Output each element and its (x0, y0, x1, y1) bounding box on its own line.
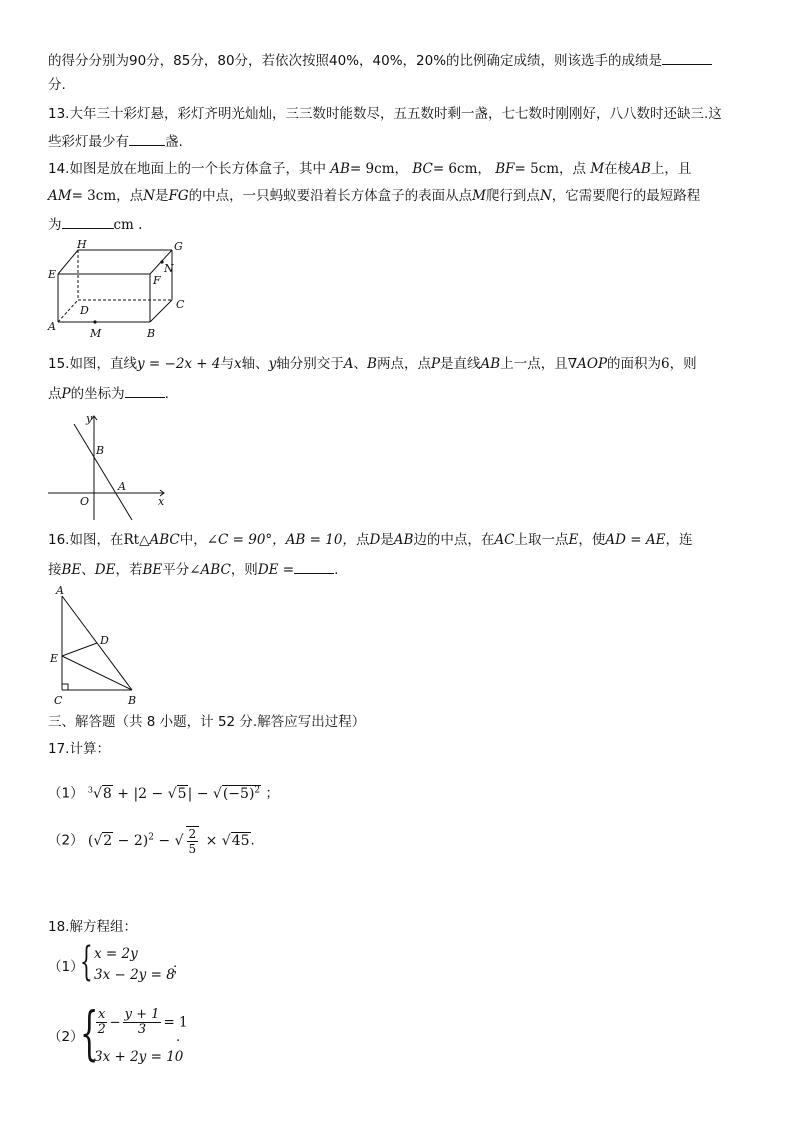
q18-part1-label: （1） (48, 959, 84, 975)
math-bc-value: = 6cm， (432, 161, 491, 177)
q16-line1 (48, 531, 692, 549)
q12-line (48, 50, 712, 70)
q18-title: 18.解方程组： (48, 919, 137, 935)
answer-blank (62, 214, 114, 229)
q14-text: ，它需要爬行的最短路程 (551, 188, 701, 204)
math-ab: AB (393, 532, 414, 548)
q16-text: 是 (380, 532, 394, 548)
label-f: F (153, 274, 161, 287)
q13-text-end: 盏. (165, 134, 183, 150)
section-heading: 三、解答题（共 8 小题，计 52 分.解答应写出过程） (48, 714, 366, 730)
q15-line2 (48, 383, 169, 403)
q18-p2-end: . (176, 1029, 181, 1045)
q16-text: 接 (48, 562, 62, 578)
math-am-value: = 3cm，点 (71, 188, 144, 204)
q15-text: 15.如图，直线 (48, 356, 137, 372)
math-bf-value: = 5cm，点 (514, 161, 587, 177)
numerator: x (98, 1007, 106, 1022)
denominator: 2 (97, 1022, 106, 1037)
q18-p2-eq2: 3x + 2y = 10 (94, 1049, 184, 1065)
q15-text: 点 (48, 386, 62, 402)
q16-text: 平分 (162, 562, 190, 578)
q17-expression-2: $(√2 - 2)^2$ − √ $\frac{2}{5}$ × √45 (87, 826, 250, 856)
math-d: D (369, 532, 381, 548)
rhs: = 1 (163, 1014, 188, 1031)
denominator: 3 (137, 1022, 147, 1037)
math-abc: ABC (149, 532, 180, 548)
q16-triangle-figure (48, 584, 144, 708)
math-p: P (61, 386, 71, 402)
brace-icon: { (80, 939, 93, 985)
q17-expression-1: $^3√8 + |2 - √5| - √(-5)^2$ (87, 785, 261, 802)
part-label: （1） (48, 785, 84, 802)
q13-text: 些彩灯最少有 (48, 134, 129, 150)
label-d: D (80, 304, 89, 317)
math-ab: AB (480, 356, 501, 372)
math-bf: BF (495, 161, 515, 177)
math-ab-value: AB = 10， (285, 532, 356, 548)
answer-blank (129, 131, 165, 146)
math-ac: AC (494, 532, 515, 548)
q16-text: . (334, 562, 339, 578)
label-b: B (96, 444, 105, 457)
q14-line2 (48, 187, 700, 205)
math-b: B (367, 356, 377, 372)
q18-p1-end: ； (172, 961, 186, 977)
q16-text: ，则 (230, 562, 258, 578)
math-ab-value: = 9cm， (349, 161, 409, 177)
math-be: BE (142, 562, 163, 578)
q15-text: 上一点，且 (500, 356, 568, 372)
q14-line3 (48, 214, 142, 234)
fraction-x-over-2 (96, 1008, 107, 1037)
q15-line1 (48, 355, 697, 373)
label-a: A (118, 480, 126, 493)
math-rt: Rt△ (123, 532, 150, 548)
q14-text: 是 (154, 188, 169, 204)
label-n: N (164, 262, 174, 275)
q16-text: 、 (81, 562, 95, 578)
math-a: A (343, 356, 354, 372)
answer-blank (294, 559, 334, 574)
q16-line2 (48, 559, 338, 579)
numerator: y + 1 (124, 1007, 160, 1022)
math-ad-ae: AD = AE (605, 532, 666, 548)
part-label: （2） (48, 832, 84, 849)
q16-text: 上取一点 (514, 532, 569, 548)
q17-title: 17.计算： (48, 741, 110, 757)
label-b: B (147, 327, 156, 340)
label-d: D (100, 634, 109, 647)
q16-text: 16.如图，在 (48, 532, 124, 548)
math-n: N (539, 188, 552, 204)
label-c: C (54, 694, 63, 707)
q16-text: 边的中点，在 (413, 532, 495, 548)
q15-text: ，则 (669, 356, 697, 372)
q15-text: 的面积为 (607, 356, 662, 372)
q15-axes-figure (46, 410, 170, 522)
math-m: M (472, 188, 486, 204)
answer-blank (125, 383, 165, 398)
part-end: ； (265, 785, 279, 802)
q14-text: 爬行到点 (485, 188, 540, 204)
label-o: O (80, 495, 90, 508)
minus-sign: − (109, 1014, 121, 1031)
q14-text: 上，且 (650, 161, 692, 177)
q15-text: 轴、 (241, 356, 269, 372)
brace-icon: { (80, 999, 99, 1067)
q18-p2-eq1 (94, 1008, 188, 1037)
label-a: A (48, 320, 56, 333)
math-de: DE (94, 562, 116, 578)
label-a: A (56, 584, 64, 597)
q14-box-figure (46, 238, 196, 340)
q16-text: ，使 (578, 532, 606, 548)
math-fg: FG (168, 188, 189, 204)
q15-text: 两点，点 (376, 356, 431, 372)
label-m: M (90, 327, 102, 340)
answer-blank (662, 50, 712, 65)
q14-line1 (48, 160, 691, 178)
math-angle-c: ∠C = 90°， (206, 532, 286, 548)
q15-text: 、 (353, 356, 368, 372)
q14-text: 在棱 (604, 161, 632, 177)
math-line-equation: y = −2x + 4 (136, 356, 221, 372)
q14-text: 的中点，一只蚂蚁要沿着长方体盒子的表面从点 (188, 188, 473, 204)
q12-line2: 分. (48, 77, 66, 93)
q14-text: 为 (48, 217, 62, 233)
math-angle-abc: ∠ABC (189, 562, 231, 578)
label-e: E (48, 268, 57, 281)
q16-text: 中， (179, 532, 207, 548)
q13-line1: 13.大年三十彩灯悬，彩灯齐明光灿灿，三三数时能数尽，五五数时剩一盏，七七数时刚刚好，八八数时还缺三.这 (48, 106, 722, 122)
math-ab: AB (631, 161, 651, 177)
label-h: H (77, 238, 87, 251)
q14-text: 14.如图是放在地面上的一个长方体盒子，其中 (48, 161, 326, 177)
q15-text: 与 (220, 356, 235, 372)
label-g: G (174, 240, 183, 253)
fraction-y-plus-1-over-3 (123, 1008, 162, 1037)
math-de-eq: DE = (257, 562, 295, 578)
label-y: y (86, 412, 93, 425)
part-end: . (250, 832, 255, 849)
q18-p1-eq2: 3x − 2y = 8 (94, 967, 175, 983)
math-triangle-aop: ∇AOP (567, 356, 608, 372)
q16-text: ，若 (115, 562, 143, 578)
label-c: C (176, 298, 185, 311)
math-am: AM (48, 188, 72, 204)
q15-text: 的坐标为 (70, 386, 125, 402)
q15-text: . (164, 386, 169, 402)
label-e: E (50, 652, 59, 665)
q18-p1-eq1: x = 2y (94, 946, 138, 962)
math-y: y (268, 356, 277, 372)
q14-unit: cm . (113, 217, 143, 233)
q16-text: 点 (355, 532, 370, 548)
label-x: x (158, 495, 165, 508)
math-ab: AB (330, 161, 350, 177)
q12-text: 的得分分别为90分，85分，80分，若依次按照40%，40%，20%的比例确定成绩，则该选手的成绩是 (48, 53, 663, 69)
math-be: BE (61, 562, 82, 578)
q17-part1 (48, 778, 279, 806)
q16-text: ，连 (665, 532, 693, 548)
q13-line2 (48, 131, 183, 151)
label-b: B (128, 694, 137, 707)
math-bc: BC (412, 161, 433, 177)
math-n: N (143, 188, 155, 204)
q15-text: 轴分别交于 (276, 356, 344, 372)
math-x: x (234, 356, 242, 372)
q15-text: 是直线 (440, 356, 481, 372)
math-m: M (590, 161, 605, 177)
math-p: P (430, 356, 441, 372)
q18-part2-label: （2） (48, 1029, 84, 1045)
math-six: 6 (661, 356, 670, 372)
math-e: E (568, 532, 579, 548)
q17-part2 (48, 822, 255, 856)
